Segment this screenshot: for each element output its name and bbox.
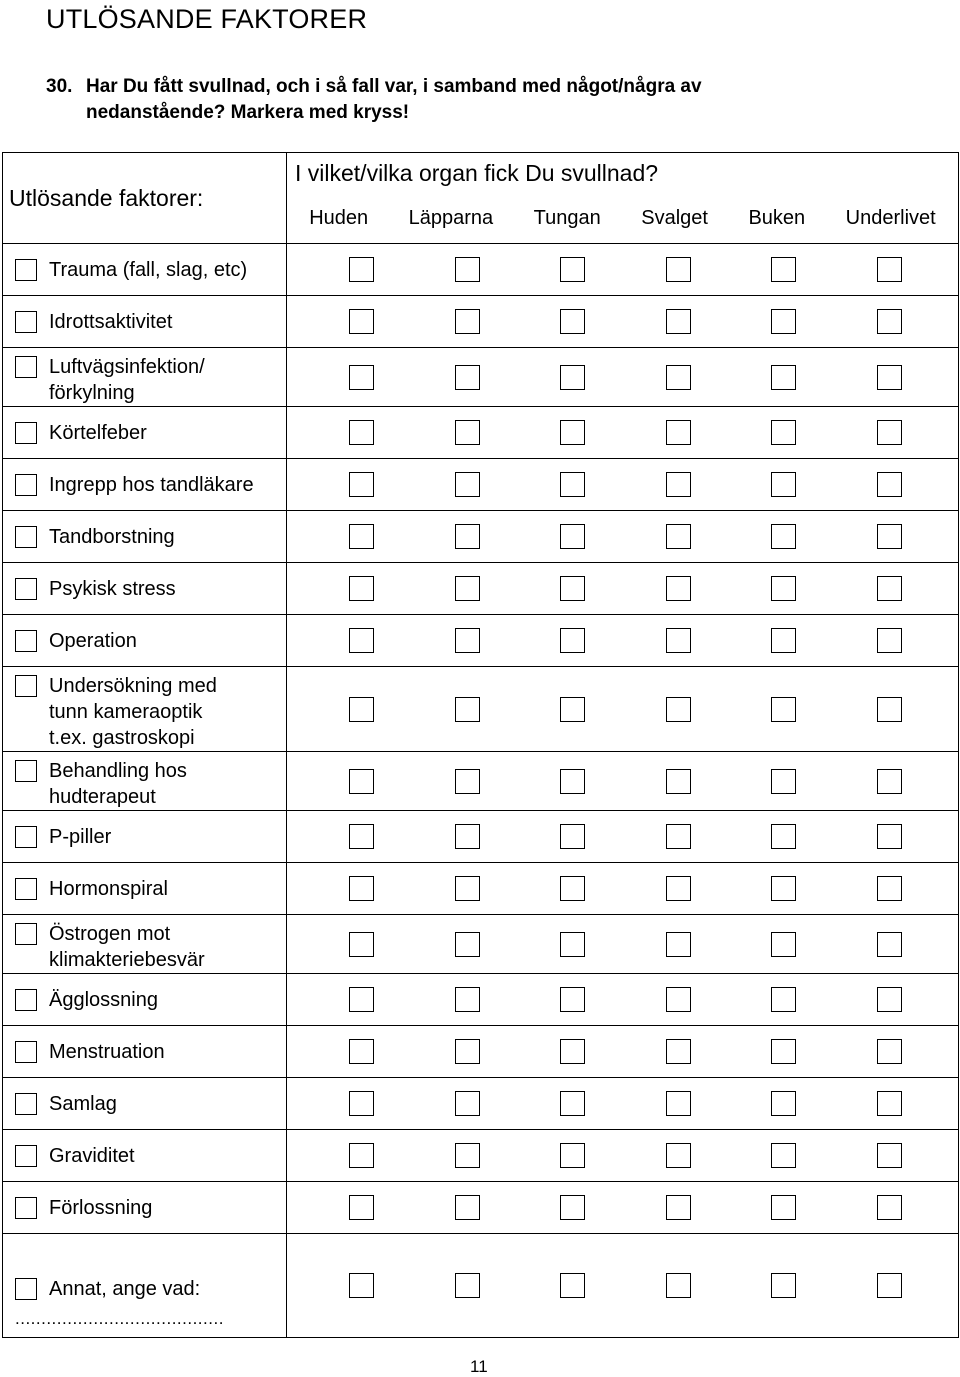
checkbox-buken[interactable] [771, 1195, 796, 1220]
page-title: UTLÖSANDE FAKTORER [46, 4, 368, 34]
checkbox-huden[interactable] [349, 1273, 374, 1298]
table-row [3, 244, 959, 296]
factor-label: Ingrepp hos tandläkare [49, 473, 254, 496]
table-row [3, 615, 959, 667]
factor-cell [3, 459, 287, 511]
factor-item [3, 667, 286, 751]
checkbox-lapparna[interactable] [455, 697, 480, 722]
factor-item [3, 915, 286, 973]
factor-item [3, 257, 286, 283]
checkbox-svalget[interactable] [666, 257, 691, 282]
checkbox-buken[interactable] [771, 628, 796, 653]
factor-label: Undersökning med tunn kameraoptik t.ex. gastroskopi [49, 675, 217, 749]
factor-label: Trauma (fall, slag, etc) [49, 258, 248, 281]
checkbox-svalget[interactable] [666, 309, 691, 334]
factor-item [3, 1039, 286, 1065]
table-row [3, 296, 959, 348]
factor-item [3, 1143, 286, 1169]
table-row [3, 811, 959, 863]
checkbox-huden[interactable] [349, 524, 374, 549]
factor-cell [3, 667, 287, 752]
checkbox-huden[interactable] [349, 1039, 374, 1064]
checkbox-buken[interactable] [771, 1039, 796, 1064]
checkbox-underlivet[interactable] [877, 1039, 902, 1064]
organ-checkbox-cell [287, 863, 959, 915]
checkbox-lapparna[interactable] [455, 472, 480, 497]
factor-label: Idrottsaktivitet [49, 310, 173, 333]
factor-label: Förlossning [49, 1196, 153, 1219]
table-row [3, 459, 959, 511]
organ-checkbox-cell [287, 974, 959, 1026]
checkbox-lapparna[interactable] [455, 1091, 480, 1116]
table-row [3, 348, 959, 407]
factor-cell [3, 563, 287, 615]
organ-checkbox-cell [287, 1078, 959, 1130]
factor-checkbox[interactable] [15, 1093, 37, 1115]
checkbox-svalget[interactable] [666, 365, 691, 390]
checkbox-tungan[interactable] [560, 876, 585, 901]
factor-cell [3, 1234, 287, 1338]
checkbox-tungan[interactable] [560, 309, 585, 334]
table-row [3, 1130, 959, 1182]
question-text-line2: nedanstående? Markera med kryss! [86, 102, 410, 123]
factor-checkbox[interactable] [15, 989, 37, 1011]
checkbox-lapparna[interactable] [455, 1195, 480, 1220]
checkbox-underlivet[interactable] [877, 876, 902, 901]
checkbox-underlivet[interactable] [877, 420, 902, 445]
question-text-line1: Har Du fått svullnad, och i så fall var, i samband med något/några av [86, 76, 702, 97]
checkbox-underlivet[interactable] [877, 987, 902, 1012]
checkbox-underlivet[interactable] [877, 697, 902, 722]
checkbox-underlivet[interactable] [877, 769, 902, 794]
factor-cell [3, 348, 287, 407]
checkbox-huden[interactable] [349, 824, 374, 849]
table-row [3, 407, 959, 459]
factor-checkbox[interactable] [15, 1041, 37, 1063]
table-row [3, 667, 959, 752]
checkbox-lapparna[interactable] [455, 628, 480, 653]
factor-checkbox[interactable] [15, 826, 37, 848]
checkbox-lapparna[interactable] [455, 257, 480, 282]
checkbox-lapparna[interactable] [455, 769, 480, 794]
checkbox-underlivet[interactable] [877, 309, 902, 334]
checkbox-tungan[interactable] [560, 1273, 585, 1298]
factor-checkbox[interactable] [15, 1278, 37, 1300]
checkbox-buken[interactable] [771, 1273, 796, 1298]
factor-item [3, 1091, 286, 1117]
checkbox-svalget[interactable] [666, 420, 691, 445]
checkbox-tungan[interactable] [560, 932, 585, 957]
checkbox-huden[interactable] [349, 697, 374, 722]
checkbox-underlivet[interactable] [877, 824, 902, 849]
checkbox-buken[interactable] [771, 257, 796, 282]
checkbox-lapparna[interactable] [455, 576, 480, 601]
checkbox-buken[interactable] [771, 932, 796, 957]
factor-cell [3, 615, 287, 667]
factor-checkbox[interactable] [15, 675, 37, 697]
table-row [3, 1182, 959, 1234]
organ-checkbox-cell [287, 296, 959, 348]
factor-item [3, 876, 286, 902]
checkbox-lapparna[interactable] [455, 420, 480, 445]
table-row [3, 1078, 959, 1130]
organ-checkbox-cell [287, 667, 959, 752]
checkbox-underlivet[interactable] [877, 472, 902, 497]
organ-checkbox-cell [287, 1026, 959, 1078]
factor-item [3, 824, 286, 850]
factor-checkbox[interactable] [15, 474, 37, 496]
checkbox-lapparna[interactable] [455, 987, 480, 1012]
page-number: 11 [470, 1357, 488, 1376]
factor-cell [3, 244, 287, 296]
factor-cell [3, 863, 287, 915]
checkbox-tungan[interactable] [560, 524, 585, 549]
checkbox-huden[interactable] [349, 1195, 374, 1220]
factor-label: Hormonspiral [49, 877, 168, 900]
organ-checkbox-cell [287, 459, 959, 511]
checkbox-underlivet[interactable] [877, 524, 902, 549]
checkbox-svalget[interactable] [666, 769, 691, 794]
checkbox-lapparna[interactable] [455, 876, 480, 901]
factor-checkbox[interactable] [15, 526, 37, 548]
organ-header-huden: Huden [309, 206, 369, 229]
factor-checkbox[interactable] [15, 356, 37, 378]
factor-item [3, 348, 286, 406]
organ-checkbox-cell [287, 1234, 959, 1338]
factor-cell [3, 296, 287, 348]
table-row [3, 511, 959, 563]
factor-item [3, 309, 286, 335]
checkbox-lapparna[interactable] [455, 824, 480, 849]
factor-checkbox[interactable] [15, 422, 37, 444]
checkbox-tungan[interactable] [560, 365, 585, 390]
organ-checkbox-cell [287, 244, 959, 296]
checkbox-tungan[interactable] [560, 472, 585, 497]
checkbox-tungan[interactable] [560, 824, 585, 849]
checkbox-buken[interactable] [771, 576, 796, 601]
organ-header-tungan: Tungan [533, 206, 601, 229]
factor-label: Samlag [49, 1092, 117, 1115]
checkbox-svalget[interactable] [666, 1143, 691, 1168]
table-row [3, 863, 959, 915]
checkbox-buken[interactable] [771, 987, 796, 1012]
factor-checkbox[interactable] [15, 259, 37, 281]
checkbox-tungan[interactable] [560, 420, 585, 445]
organ-header-underlivet: Underlivet [845, 206, 936, 229]
checkbox-tungan[interactable] [560, 987, 585, 1012]
trigger-organ-table [2, 152, 959, 1338]
factor-label: Menstruation [49, 1040, 165, 1063]
organ-checkbox-cell [287, 511, 959, 563]
factor-item [3, 628, 286, 654]
checkbox-lapparna[interactable] [455, 524, 480, 549]
checkbox-tungan[interactable] [560, 576, 585, 601]
factor-cell [3, 811, 287, 863]
checkbox-buken[interactable] [771, 524, 796, 549]
checkbox-underlivet[interactable] [877, 1091, 902, 1116]
checkbox-huden[interactable] [349, 876, 374, 901]
factor-checkbox[interactable] [15, 578, 37, 600]
checkbox-svalget[interactable] [666, 1195, 691, 1220]
checkbox-svalget[interactable] [666, 876, 691, 901]
factor-cell [3, 1026, 287, 1078]
organ-header-svalget: Svalget [641, 206, 708, 229]
checkbox-buken[interactable] [771, 1143, 796, 1168]
organ-checkbox-cell [287, 348, 959, 407]
checkbox-underlivet[interactable] [877, 1195, 902, 1220]
factor-label: Tandborstning [49, 525, 175, 548]
question-number: 30. [46, 76, 73, 97]
checkbox-svalget[interactable] [666, 1039, 691, 1064]
table-row [3, 915, 959, 974]
checkbox-svalget[interactable] [666, 576, 691, 601]
checkbox-tungan[interactable] [560, 769, 585, 794]
checkbox-underlivet[interactable] [877, 932, 902, 957]
checkbox-svalget[interactable] [666, 472, 691, 497]
checkbox-buken[interactable] [771, 309, 796, 334]
factor-cell [3, 915, 287, 974]
checkbox-huden[interactable] [349, 932, 374, 957]
checkbox-huden[interactable] [349, 365, 374, 390]
factor-label: Operation [49, 629, 137, 652]
factor-item [3, 576, 286, 602]
organ-checkbox-cell [287, 915, 959, 974]
table-row [3, 752, 959, 811]
factor-label: Ägglossning [49, 988, 158, 1011]
factor-cell [3, 1130, 287, 1182]
organ-header: I vilket/vilka organ fick Du svullnad? [287, 153, 959, 194]
organ-checkbox-cell [287, 1182, 959, 1234]
factor-item [3, 1270, 286, 1302]
checkbox-tungan[interactable] [560, 1091, 585, 1116]
factor-label: Behandling hos hudterapeut [49, 760, 187, 808]
factor-cell [3, 1182, 287, 1234]
checkbox-huden[interactable] [349, 769, 374, 794]
checkbox-huden[interactable] [349, 309, 374, 334]
factor-checkbox[interactable] [15, 1197, 37, 1219]
factor-label: P-piller [49, 825, 112, 848]
checkbox-svalget[interactable] [666, 697, 691, 722]
checkbox-tungan[interactable] [560, 257, 585, 282]
checkbox-lapparna[interactable] [455, 1273, 480, 1298]
checkbox-underlivet[interactable] [877, 1273, 902, 1298]
organ-checkbox-cell [287, 1130, 959, 1182]
table-row [3, 1234, 959, 1338]
checkbox-lapparna[interactable] [455, 932, 480, 957]
checkbox-tungan[interactable] [560, 697, 585, 722]
factors-header: Utlösande faktorer: [3, 153, 287, 244]
table-row [3, 1026, 959, 1078]
checkbox-buken[interactable] [771, 769, 796, 794]
checkbox-buken[interactable] [771, 420, 796, 445]
checkbox-svalget[interactable] [666, 824, 691, 849]
checkbox-buken[interactable] [771, 876, 796, 901]
checkbox-underlivet[interactable] [877, 257, 902, 282]
fill-in-line[interactable]: ........................................ [15, 1309, 224, 1328]
checkbox-huden[interactable] [349, 987, 374, 1012]
factor-label: Graviditet [49, 1144, 135, 1167]
checkbox-lapparna[interactable] [455, 1143, 480, 1168]
table-row [3, 974, 959, 1026]
factor-checkbox[interactable] [15, 1145, 37, 1167]
checkbox-huden[interactable] [349, 420, 374, 445]
checkbox-tungan[interactable] [560, 628, 585, 653]
checkbox-tungan[interactable] [560, 1039, 585, 1064]
factor-item [3, 1195, 286, 1221]
factor-item [3, 987, 286, 1013]
checkbox-huden[interactable] [349, 628, 374, 653]
factor-item [3, 524, 286, 550]
checkbox-svalget[interactable] [666, 524, 691, 549]
checkbox-lapparna[interactable] [455, 309, 480, 334]
checkbox-huden[interactable] [349, 1143, 374, 1168]
checkbox-tungan[interactable] [560, 1195, 585, 1220]
organ-header-lapparna: Läpparna [408, 206, 494, 229]
checkbox-tungan[interactable] [560, 1143, 585, 1168]
factor-checkbox[interactable] [15, 311, 37, 333]
checkbox-underlivet[interactable] [877, 576, 902, 601]
factor-label: Körtelfeber [49, 421, 147, 444]
factor-cell [3, 752, 287, 811]
factor-item [3, 752, 286, 810]
organ-checkbox-cell [287, 407, 959, 459]
checkbox-lapparna[interactable] [455, 1039, 480, 1064]
checkbox-buken[interactable] [771, 1091, 796, 1116]
checkbox-buken[interactable] [771, 472, 796, 497]
checkbox-huden[interactable] [349, 472, 374, 497]
checkbox-buken[interactable] [771, 824, 796, 849]
checkbox-lapparna[interactable] [455, 365, 480, 390]
factor-label: Östrogen mot klimakteriebesvär [49, 923, 205, 971]
checkbox-svalget[interactable] [666, 1091, 691, 1116]
organ-checkbox-cell [287, 615, 959, 667]
checkbox-huden[interactable] [349, 257, 374, 282]
factor-item [3, 472, 286, 498]
factor-checkbox[interactable] [15, 630, 37, 652]
checkbox-huden[interactable] [349, 1091, 374, 1116]
checkbox-buken[interactable] [771, 365, 796, 390]
factor-label: Luftvägsinfektion/ förkylning [49, 356, 205, 404]
factor-cell [3, 407, 287, 459]
factor-cell [3, 1078, 287, 1130]
organ-column-headers [287, 193, 959, 244]
checkbox-svalget[interactable] [666, 932, 691, 957]
organ-checkbox-cell [287, 811, 959, 863]
checkbox-svalget[interactable] [666, 987, 691, 1012]
factor-label: Annat, ange vad: [49, 1277, 201, 1300]
table-row [3, 563, 959, 615]
organ-header-buken: Buken [748, 206, 806, 229]
factor-checkbox[interactable] [15, 923, 37, 945]
checkbox-svalget[interactable] [666, 1273, 691, 1298]
factor-checkbox[interactable] [15, 760, 37, 782]
checkbox-svalget[interactable] [666, 628, 691, 653]
checkbox-underlivet[interactable] [877, 628, 902, 653]
factor-label: Psykisk stress [49, 577, 176, 600]
checkbox-huden[interactable] [349, 576, 374, 601]
factor-cell [3, 511, 287, 563]
question-30 [46, 74, 846, 126]
organ-checkbox-cell [287, 752, 959, 811]
factor-checkbox[interactable] [15, 878, 37, 900]
factor-item [3, 420, 286, 446]
organ-checkbox-cell [287, 563, 959, 615]
checkbox-underlivet[interactable] [877, 1143, 902, 1168]
factor-rows [3, 244, 959, 1338]
factor-cell [3, 974, 287, 1026]
checkbox-buken[interactable] [771, 697, 796, 722]
checkbox-underlivet[interactable] [877, 365, 902, 390]
